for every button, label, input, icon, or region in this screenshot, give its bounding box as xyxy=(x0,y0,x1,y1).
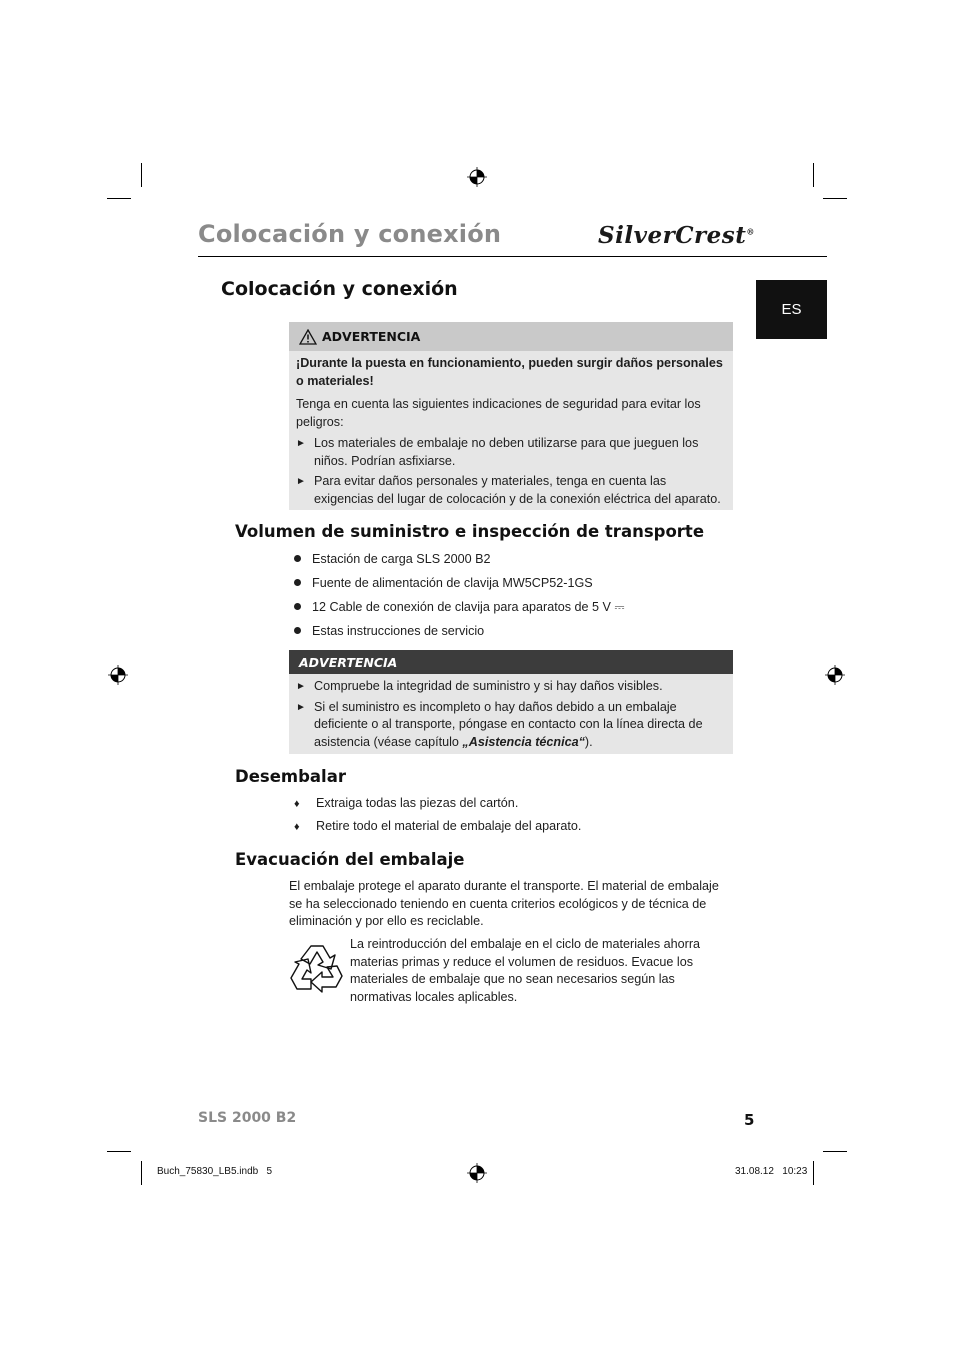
warning-item-text: Para evitar daños personales y materiales, tenga en cuenta las exigencias del lugar de colocación y de la conexión eléctrica del aparato. xyxy=(314,474,721,506)
disposal-title: Evacuación del embalaje xyxy=(235,850,465,869)
print-slug-date: 31.08.12 10:23 xyxy=(735,1166,808,1177)
crop-mark xyxy=(141,163,142,187)
registered-mark: ® xyxy=(746,226,755,237)
crop-mark xyxy=(813,163,814,187)
list-item-text: Retire todo el material de embalaje del aparato. xyxy=(316,819,582,833)
crosshair-icon xyxy=(108,665,128,685)
list-item-text: Extraiga todas las piezas del cartón. xyxy=(316,796,519,810)
chapter-reference: „Asistencia técnica“ xyxy=(462,734,585,749)
crosshair-icon xyxy=(825,665,845,685)
arrow-bullet-icon: ► xyxy=(296,438,306,449)
unpack-title: Desembalar xyxy=(235,767,346,786)
warning-intro: Tenga en cuenta las siguientes indicaciones de seguridad para evitar los peligros: xyxy=(296,397,701,429)
crosshair-icon xyxy=(467,167,487,187)
crop-mark xyxy=(141,1161,142,1185)
warning-box xyxy=(289,650,733,754)
supply-title: Volumen de suministro e inspección de transporte xyxy=(235,522,705,541)
list-item xyxy=(294,624,484,638)
bullet-dot xyxy=(294,579,301,586)
header-rule xyxy=(198,256,827,257)
crop-mark xyxy=(823,198,847,199)
footer-model: SLS 2000 B2 xyxy=(198,1110,297,1126)
warning-item-text: Compruebe la integridad de suministro y si hay daños visibles. xyxy=(314,679,663,693)
warning-item xyxy=(296,473,723,508)
dc-symbol: ⎓ xyxy=(614,600,625,614)
bullet-dot xyxy=(294,555,301,562)
list-item xyxy=(294,600,625,615)
crosshair-icon xyxy=(467,1163,487,1183)
list-item-text: Fuente de alimentación de clavija MW5CP52-1GS xyxy=(312,576,593,590)
list-item xyxy=(294,819,581,833)
arrow-bullet-icon: ► xyxy=(296,476,306,487)
brand-logo xyxy=(598,222,755,249)
recycle-text: La reintroducción del embalaje en el ciclo de materiales ahorra materias primas y reduce el volumen de residuos. Evacue los materiales de embalaje que no sean necesarios según las normativas locales aplicables. xyxy=(350,937,701,1004)
print-slug-file: Buch_75830_LB5.indb 5 xyxy=(157,1166,273,1177)
bullet-dot xyxy=(294,627,301,634)
warning-header: ADVERTENCIA xyxy=(289,650,733,674)
arrow-bullet-icon: ► xyxy=(296,681,306,692)
list-item-text: Estas instrucciones de servicio xyxy=(312,624,485,638)
disposal-paragraph: El embalaje protege el aparato durante el transporte. El material de embalaje se ha seleccionado teniendo en cuenta criterios ecológicos y de técnica de eliminación y por ello es reciclable. xyxy=(289,879,719,928)
language-tab: ES xyxy=(756,280,827,339)
warning-item-text: Los materiales de embalaje no deben utilizarse para que jueguen los niños. Podrían asfixiarse. xyxy=(314,436,699,468)
section-title: Colocación y conexión xyxy=(221,278,458,300)
warning-item xyxy=(296,699,723,752)
warning-label: ADVERTENCIA xyxy=(322,329,421,344)
list-item-text: 12 Cable de conexión de clavija para aparatos de 5 V xyxy=(312,600,611,614)
warning-box xyxy=(289,322,733,510)
list-item xyxy=(294,552,491,566)
warning-header xyxy=(289,322,733,351)
crop-mark xyxy=(107,198,131,199)
list-item xyxy=(294,576,593,590)
crop-mark xyxy=(823,1151,847,1152)
warning-item xyxy=(296,435,723,470)
diamond-bullet-icon: ♦ xyxy=(294,821,300,833)
warning-item xyxy=(296,678,723,696)
warning-item-text-end: ). xyxy=(584,734,593,749)
bullet-dot xyxy=(294,603,301,610)
crop-mark xyxy=(107,1151,131,1152)
brand-name: SilverCrest xyxy=(598,222,747,249)
warning-triangle-icon xyxy=(299,329,317,345)
crop-mark xyxy=(813,1161,814,1185)
recycle-icon xyxy=(289,940,345,994)
list-item xyxy=(294,796,518,810)
running-header-title: Colocación y conexión xyxy=(198,220,502,248)
arrow-bullet-icon: ► xyxy=(296,701,306,713)
list-item-text: Estación de carga SLS 2000 B2 xyxy=(312,552,491,566)
warning-item-text: Si el suministro es incompleto o hay daños debido a un embalaje deficiente o al transporte, póngase en contacto con la línea directa de asistencia (véase capítulo xyxy=(314,699,703,749)
page-number: 5 xyxy=(744,1111,755,1129)
warning-lead: ¡Durante la puesta en funcionamiento, pueden surgir daños personales o materiales! xyxy=(296,356,723,388)
diamond-bullet-icon: ♦ xyxy=(294,798,300,810)
